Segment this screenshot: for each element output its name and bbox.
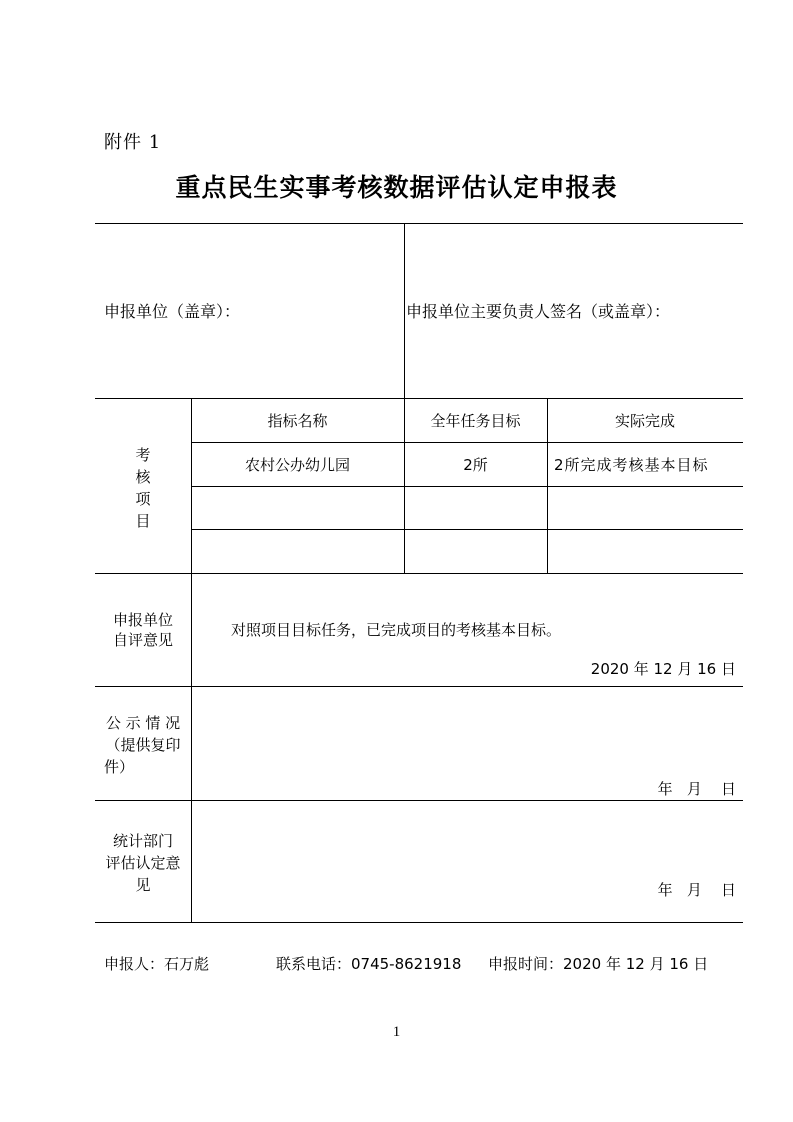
footer-report-time: 申报时间：2020 年 12 月 16 日 xyxy=(488,955,709,973)
self-eval-text: 对照项目目标任务，已完成项目的考核基本目标。 xyxy=(231,621,562,639)
publicity-label-line1: 公 示 情 况 xyxy=(105,714,181,732)
table-divider xyxy=(191,442,743,443)
table-top-border xyxy=(95,223,743,224)
form-title: 重点民生实事考核数据评估认定申报表 xyxy=(175,173,618,202)
table-divider xyxy=(95,573,743,574)
header-indicator-name: 指标名称 xyxy=(267,412,328,430)
stats-label-line3: 见 xyxy=(135,876,151,894)
header-annual-target: 全年任务目标 xyxy=(430,412,521,430)
self-eval-date: 2020 年 12 月 16 日 xyxy=(590,660,736,678)
footer-applicant: 申报人：石万彪 xyxy=(104,955,210,973)
stats-date: 年 月 日 xyxy=(657,881,736,899)
table-divider xyxy=(95,800,743,801)
assessment-label-char: 考 xyxy=(135,446,151,464)
table-cell: 农村公办幼儿园 xyxy=(244,456,350,474)
table-divider xyxy=(191,529,743,530)
page-number: 1 xyxy=(392,1024,401,1040)
header-actual-completion: 实际完成 xyxy=(614,412,675,430)
table-divider xyxy=(95,686,743,687)
leader-signature-label: 申报单位主要负责人签名（或盖章）： xyxy=(406,302,671,321)
self-eval-label-line2: 自评意见 xyxy=(112,631,173,649)
footer-phone: 联系电话：0745-8621918 xyxy=(276,955,462,973)
table-divider xyxy=(95,398,743,399)
applicant-unit-label: 申报单位（盖章）： xyxy=(104,302,241,321)
table-cell: 2所完成考核基本目标 xyxy=(554,456,709,474)
publicity-label-line3: 件） xyxy=(104,758,135,776)
table-divider xyxy=(404,223,405,398)
self-eval-label-line1: 申报单位 xyxy=(112,611,173,629)
publicity-label-line2: （提供复印 xyxy=(105,736,181,754)
attachment-label: 附件 1 xyxy=(104,132,162,153)
assessment-label-char: 项 xyxy=(135,490,151,508)
table-divider xyxy=(191,398,192,922)
table-bottom-border xyxy=(95,922,743,923)
assessment-label-char: 目 xyxy=(135,512,151,530)
stats-label-line2: 评估认定意 xyxy=(105,854,181,872)
table-cell: 2所 xyxy=(463,456,488,474)
table-divider xyxy=(191,486,743,487)
assessment-label-char: 核 xyxy=(135,468,151,486)
publicity-date: 年 月 日 xyxy=(657,780,736,798)
stats-label-line1: 统计部门 xyxy=(112,832,173,850)
